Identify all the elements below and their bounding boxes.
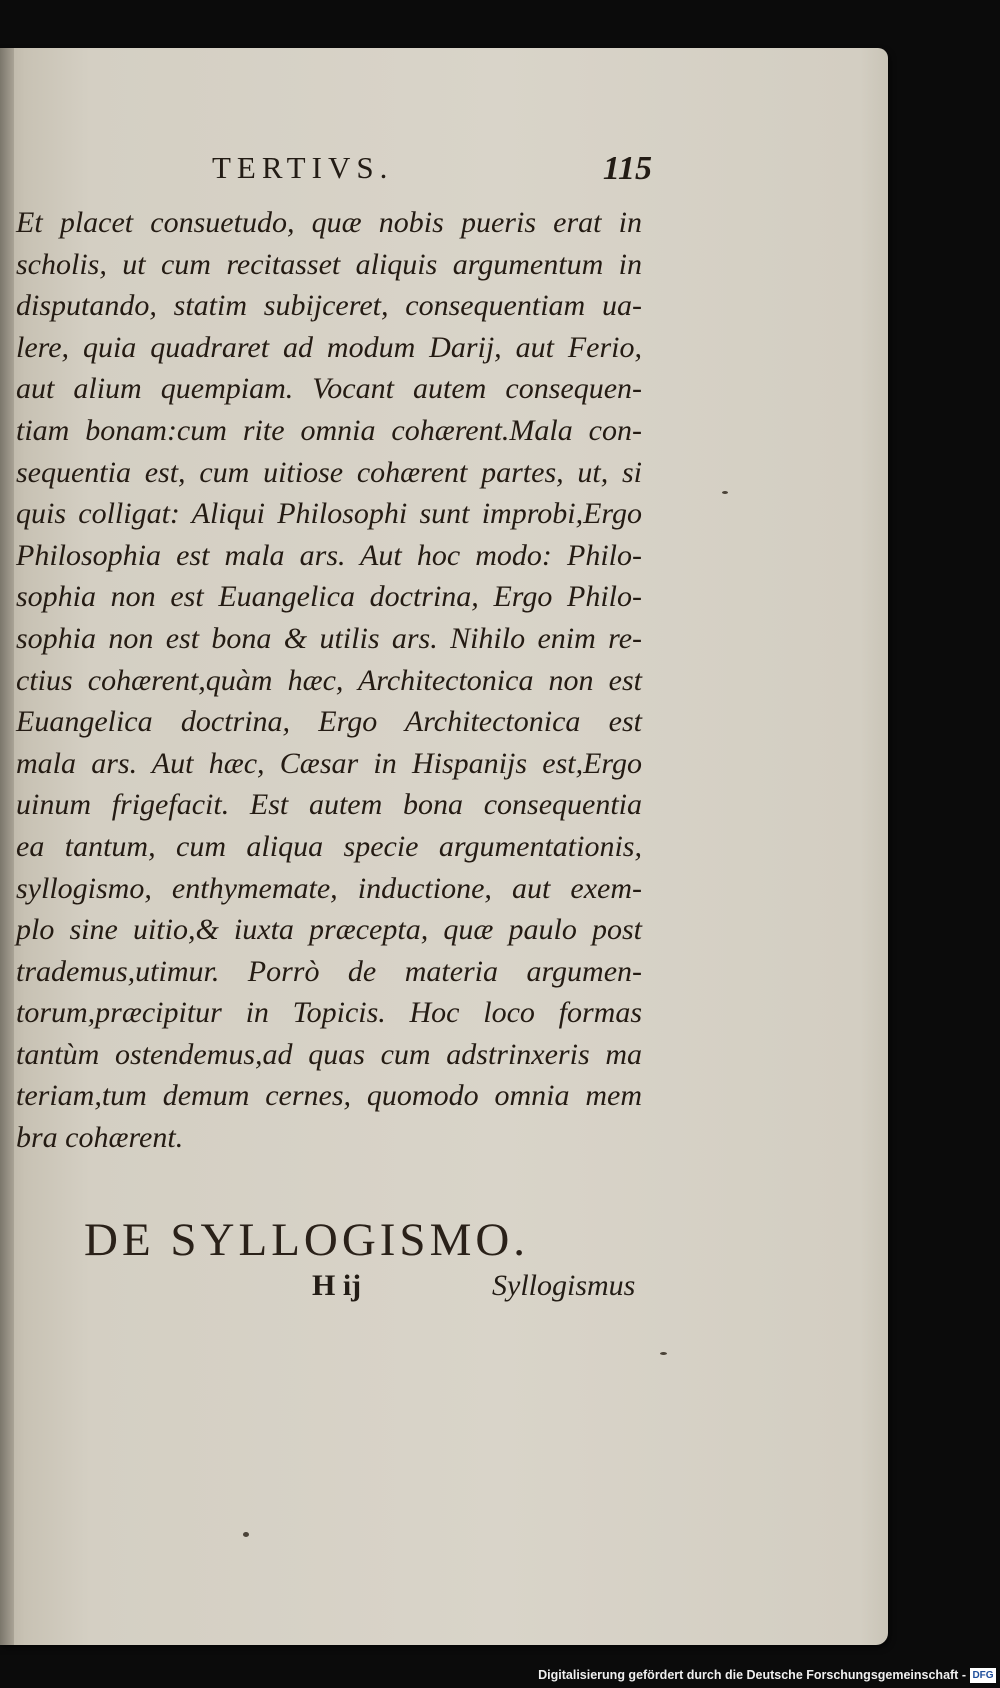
text-line: torum,præcipitur in Topicis. Hoc loco formas xyxy=(16,996,642,1030)
text-line: lere, quia quadraret ad modum Darij, aut Ferio, xyxy=(16,330,642,364)
text-line: Et placet consuetudo, quæ nobis pueris erat in xyxy=(16,206,642,239)
text-line: disputando, statim subijceret, consequentiam ua- xyxy=(16,289,642,323)
signature-mark: H ij xyxy=(312,1269,362,1302)
text-line: aut alium quempiam. Vocant autem consequen- xyxy=(16,372,642,406)
text-line: ea tantum, cum aliqua specie argumentationis, xyxy=(16,829,642,863)
paper-speck xyxy=(660,1352,667,1355)
paper-speck xyxy=(722,491,728,494)
body-text xyxy=(16,202,642,1159)
paper-speck xyxy=(243,1532,249,1537)
section-heading: DE SYLLOGISMO. xyxy=(84,1214,530,1266)
text-line: quis colligat: Aliqui Philosophi sunt improbi,Ergo xyxy=(16,497,642,531)
text-line: sophia non est Euangelica doctrina, Ergo Philo- xyxy=(16,580,642,614)
text-line: mala ars. Aut hæc, Cæsar in Hispanijs est,Ergo xyxy=(16,746,642,780)
text-line: Euangelica doctrina, Ergo Architectonica est xyxy=(16,705,642,739)
page-header xyxy=(212,150,652,200)
text-line: sophia non est bona & utilis ars. Nihilo enim re- xyxy=(16,621,642,655)
text-line: trademus,utimur. Porrò de materia argumen- xyxy=(16,954,642,988)
text-line: sequentia est, cum uitiose cohærent partes, ut, si xyxy=(16,455,642,489)
page-gutter-shadow xyxy=(0,48,14,1645)
text-line: teriam,tum demum cernes, quomodo omnia mem xyxy=(16,1079,642,1113)
catchword: Syllogismus xyxy=(492,1269,636,1302)
page-number: 115 xyxy=(602,150,652,187)
text-line: Philosophia est mala ars. Aut hoc modo: Philo- xyxy=(16,538,642,572)
text-line: tiam bonam:cum rite omnia cohærent.Mala con- xyxy=(16,413,642,447)
text-line: uinum frigefacit. Est autem bona consequentia xyxy=(16,788,642,822)
dfg-logo: DFG xyxy=(970,1668,996,1683)
text-line: plo sine uitio,& iuxta præcepta, quæ paulo post xyxy=(16,913,642,947)
text-line: tantùm ostendemus,ad quas cum adstrinxeris ma xyxy=(16,1037,642,1071)
footer-credit: Digitalisierung gefördert durch die Deutsche Forschungsgemeinschaft - xyxy=(538,1668,966,1682)
text-line: bra cohærent. xyxy=(16,1121,184,1155)
text-line: ctius cohærent,quàm hæc, Architectonica non est xyxy=(16,663,642,697)
running-head: TERTIVS. xyxy=(212,150,394,185)
text-line: syllogismo, enthymemate, inductione, aut exem- xyxy=(16,871,642,905)
text-line: scholis, ut cum recitasset aliquis argumentum in xyxy=(16,247,642,281)
